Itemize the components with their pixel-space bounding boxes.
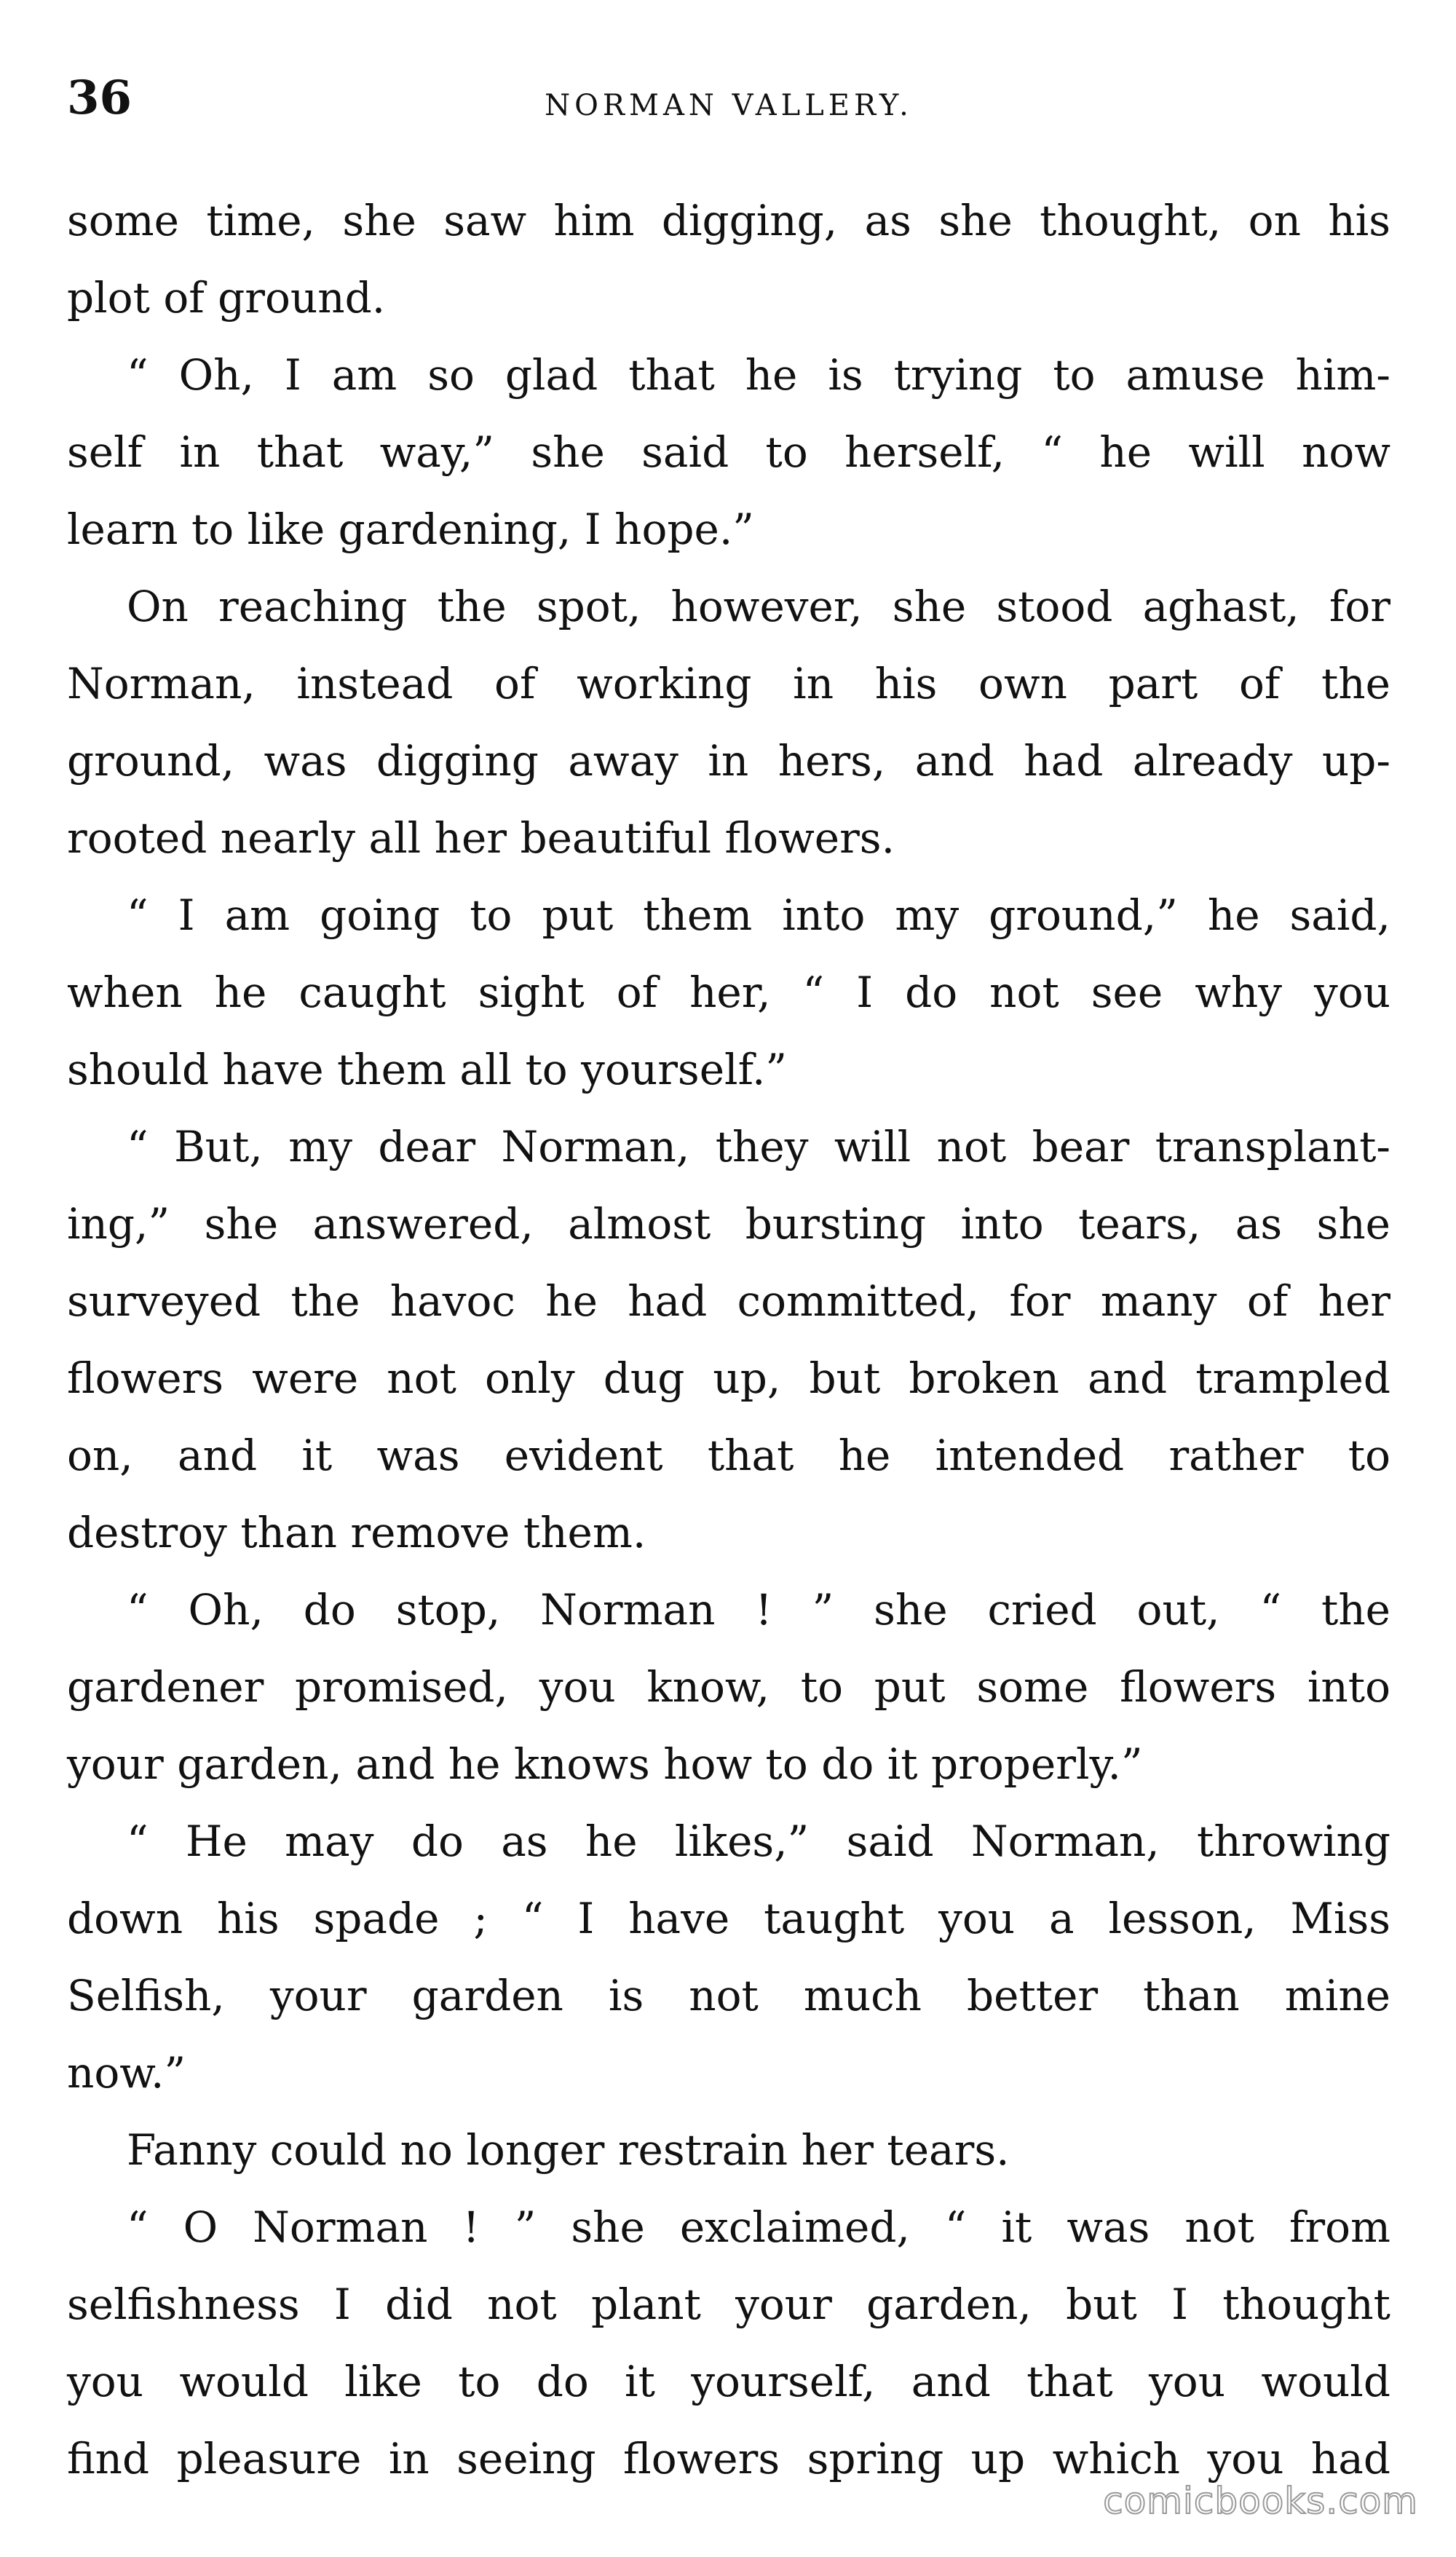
text-line: on, and it was evident that he intended rather to <box>67 1431 1390 1480</box>
watermark-logo: comicbooks.com <box>1103 2480 1418 2522</box>
body-text <box>67 182 1390 2497</box>
text-line: should have them all to yourself.” <box>67 1045 788 1094</box>
text-line: gardener promised, you know, to put some flowers into <box>67 1662 1390 1712</box>
text-line: “ Oh, do stop, Norman ! ” she cried out, “ the <box>127 1585 1390 1635</box>
text-line: plot of ground. <box>67 273 386 323</box>
text-line: flowers were not only dug up, but broken and trampled <box>67 1353 1390 1403</box>
text-line: “ I am going to put them into my ground,” he said, <box>127 890 1390 940</box>
text-line: down his spade ; “ I have taught you a lesson, Miss <box>67 1894 1390 1943</box>
text-line: ground, was digging away in hers, and had already up- <box>67 736 1390 786</box>
text-line: your garden, and he knows how to do it properly.” <box>67 1739 1143 1789</box>
text-line: when he caught sight of her, “ I do not see why you <box>67 968 1390 1017</box>
text-line: some time, she saw him digging, as she thought, on his <box>67 196 1390 245</box>
text-line: “ O Norman ! ” she exclaimed, “ it was not from <box>127 2202 1390 2252</box>
text-line: now.” <box>67 2048 186 2098</box>
text-line: find pleasure in seeing flowers spring up which you had <box>67 2434 1390 2483</box>
text-line: “ Oh, I am so glad that he is trying to amuse him- <box>127 350 1390 400</box>
text-line: “ He may do as he likes,” said Norman, throwing <box>127 1817 1390 1866</box>
text-line: Norman, instead of working in his own part of the <box>67 659 1390 708</box>
page-number: 36 <box>67 71 132 125</box>
text-line: Selfish, your garden is not much better than mine <box>67 1971 1390 2020</box>
text-line: learn to like gardening, I hope.” <box>67 505 754 554</box>
text-line: ing,” she answered, almost bursting into tears, as she <box>67 1199 1390 1249</box>
text-line: destroy than remove them. <box>67 1508 646 1557</box>
text-line: surveyed the havoc he had committed, for many of her <box>67 1276 1390 1326</box>
text-line: rooted nearly all her beautiful flowers. <box>67 813 895 863</box>
running-head: NORMAN VALLERY. <box>545 89 913 122</box>
text-line: “ But, my dear Norman, they will not bear transplant- <box>127 1122 1390 1171</box>
text-line: On reaching the spot, however, she stood aghast, for <box>127 582 1390 631</box>
text-line: you would like to do it yourself, and that you would <box>67 2357 1390 2406</box>
text-line: Fanny could no longer restrain her tears. <box>127 2125 1010 2175</box>
text-line: self in that way,” she said to herself, “ he will now <box>67 427 1390 477</box>
text-line: selfishness I did not plant your garden, but I thought <box>67 2280 1390 2329</box>
page-header <box>67 66 1390 131</box>
